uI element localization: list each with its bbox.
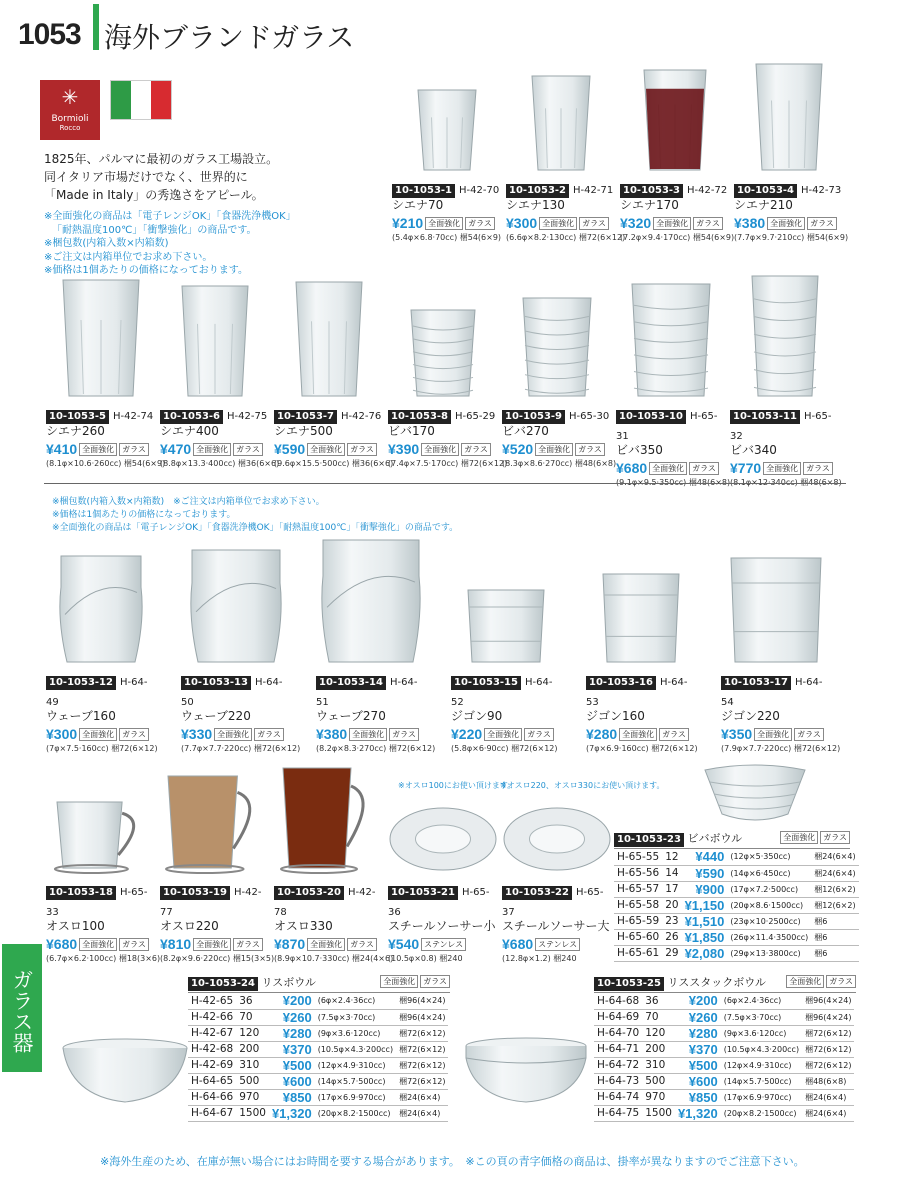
ris-bowl-table xyxy=(188,993,448,1122)
product-code: 10-1053-16 xyxy=(586,676,656,690)
viva-bowl-image xyxy=(700,762,810,826)
product-name: オスロ100 xyxy=(46,919,105,933)
table-row: H-64-75 1500 ¥1,320 (20φ×8.2·1500cc) 梱24(6×4) xyxy=(594,1105,854,1121)
ris-stack-bowl-image xyxy=(462,1036,590,1106)
product-price: ¥220 xyxy=(451,726,483,742)
table-row: H-65-61 29 ¥2,080 (29φ×13·3800cc) 梱6 xyxy=(614,945,859,961)
product-code: 10-1053-6 xyxy=(160,410,223,424)
table-row: H-65-55 12 ¥440 (12φ×5·350cc) 梱24(6×4) xyxy=(614,849,859,865)
product-code: 10-1053-7 xyxy=(274,410,337,424)
ris-bowl-image xyxy=(60,1036,190,1108)
product-ref: H-64-50 xyxy=(181,677,283,708)
product-name: ビバ270 xyxy=(502,424,549,438)
product-card: 10-1053-19 H-42-77 オスロ220 ¥810 全面強化 ガラス (8.2φ×9.6·220cc) 梱15(3×5) xyxy=(160,887,275,963)
product-spec: (7.7φ×7.7·220cc) 梱72(6×12) xyxy=(181,744,301,753)
product-spec: (6.7φ×6.2·100cc) 梱18(3×6) xyxy=(46,954,161,963)
product-price: ¥680 xyxy=(502,936,534,952)
product-image xyxy=(61,278,141,402)
ris-stack-bowl-block: 10-1053-25 リススタックボウル 全面強化 ガラス H-64-68 36 ¥200 (6φ×2.4·36cc) 梱96(4×24) H-64-69 70 ¥260 (7.5φ×3·70cc) 梱96(4×24) H-64-70 120 ¥280 (9φ×3.6·120cc) 梱72(6×12) H-64-71 200 ¥370 (10.5φ×4.3·200cc) 梱72(6×12) H-64-72 310 ¥500 (12φ×4.9·310cc) 梱72(6×12) H-64-73 500 ¥600 (14φ×5.7·500cc) 梱48(6×8) H-64-74 970 ¥850 (17φ×6.9·970cc) 梱24(6×4) H-64-75 1500 ¥1,320 (20φ×8.2·1500cc) 梱24(6×4) xyxy=(594,974,856,1122)
product-card: 10-1053-18 H-65-33 オスロ100 ¥680 全面強化 ガラス (6.7φ×6.2·100cc) 梱18(3×6) xyxy=(46,887,161,963)
product-card: 10-1053-7 H-42-76 シエナ500 ¥590 全面強化 ガラス (9.6φ×15.5·500cc) 梱36(6×6) xyxy=(274,411,394,468)
product-code: 10-1053-17 xyxy=(721,676,791,690)
product-name: リスボウル xyxy=(261,976,316,989)
product-card: 10-1053-5 H-42-74 シエナ260 ¥410 全面強化 ガラス (8.1φ×10.6·260cc) 梱54(6×9) xyxy=(46,411,166,468)
product-code: 10-1053-3 xyxy=(620,184,683,198)
product-spec: (12.8φ×1.2) 梱240 xyxy=(502,954,577,963)
product-spec: (8.2φ×9.6·220cc) 梱15(3×5) xyxy=(160,954,275,963)
table-row: H-64-72 310 ¥500 (12φ×4.9·310cc) 梱72(6×12) xyxy=(594,1057,854,1073)
product-code: 10-1053-19 xyxy=(160,886,230,900)
product-card: 10-1053-21 H-65-36 スチールソーサー小 ¥540 ステンレス (10.5φ×0.8) 梱240 xyxy=(388,880,498,964)
section-divider xyxy=(44,483,846,484)
product-name: シエナ70 xyxy=(392,198,444,212)
product-name: スチールソーサー小 xyxy=(388,919,496,933)
product-code: 10-1053-13 xyxy=(181,676,251,690)
product-name: ジゴン160 xyxy=(586,709,645,723)
product-card: 10-1053-8 H-65-29 ビバ170 ¥390 全面強化 ガラス (7.4φ×7.5·170cc) 梱72(6×12) xyxy=(388,411,508,468)
product-image xyxy=(750,274,820,402)
product-image xyxy=(466,588,546,668)
category-side-label: ガラス器 xyxy=(2,944,42,1072)
product-image xyxy=(754,62,824,176)
product-price: ¥870 xyxy=(274,936,306,952)
product-image xyxy=(416,88,478,176)
product-price: ¥380 xyxy=(316,726,348,742)
product-name: スチールソーサー大 xyxy=(502,919,610,933)
viva-bowl-block: 10-1053-23 ビバボウル 全面強化 ガラス H-65-55 12 ¥440 (12φ×5·350cc) 梱24(6×4) H-65-56 14 ¥590 (14φ×6·450cc) 梱24(6×4) H-65-57 17 ¥900 (17φ×7.2·500cc) 梱12(6×2) H-65-58 20 ¥1,150 (20φ×8.6·1500cc) 梱12(6×2) H-65-59 23 ¥1,510 (23φ×10·2500cc) 梱6 H-65-60 26 ¥1,850 (26φ×11.4·3500cc) 梱6 H-65-61 29 ¥2,080 (29φ×13·3800cc) 梱6 xyxy=(614,830,850,962)
product-price: ¥540 xyxy=(388,936,420,952)
product-card: 10-1053-12 H-64-49 ウェーブ160 ¥300 全面強化 ガラス (7φ×7.5·160cc) 梱72(6×12) xyxy=(46,677,158,753)
table-row: H-65-60 26 ¥1,850 (26φ×11.4·3500cc) 梱6 xyxy=(614,929,859,945)
product-spec: (9.6φ×15.5·500cc) 梱36(6×6) xyxy=(274,459,394,468)
saucer-note-large: ※オスロ220、オスロ330にお使い頂けます。 xyxy=(500,781,665,790)
notes-top: ※全面強化の商品は「電子レンジOK」「食器洗浄機OK」 「耐熱温度100℃」「衝撃強化」の商品です。 ※梱包数(内箱入数×内箱数) ※ご注文は内箱単位でお求め下さい。 ※価格は1個あたりの価格になっております。 xyxy=(44,211,296,276)
product-ref: H-65-31 xyxy=(616,411,718,442)
product-name: オスロ330 xyxy=(274,919,333,933)
table-row: H-42-69 310 ¥500 (12φ×4.9·310cc) 梱72(6×12) xyxy=(188,1057,448,1073)
product-card: 10-1053-9 H-65-30 ビバ270 ¥520 全面強化 ガラス (8.3φ×8.6·270cc) 梱48(6×8) xyxy=(502,411,617,468)
product-ref: H-42-75 xyxy=(227,411,268,422)
table-row: H-65-57 17 ¥900 (17φ×7.2·500cc) 梱12(6×2) xyxy=(614,881,859,897)
product-code: 10-1053-5 xyxy=(46,410,109,424)
product-code: 10-1053-20 xyxy=(274,886,344,900)
italy-flag-icon xyxy=(110,80,172,120)
product-code: 10-1053-4 xyxy=(734,184,797,198)
product-image xyxy=(180,284,250,402)
product-name: ウェーブ220 xyxy=(181,709,251,723)
product-ref: H-64-53 xyxy=(586,677,688,708)
table-row: H-65-56 14 ¥590 (14φ×6·450cc) 梱24(6×4) xyxy=(614,865,859,881)
product-spec: (7φ×7.5·160cc) 梱72(6×12) xyxy=(46,744,158,753)
product-card: 10-1053-2 H-42-71 シエナ130 ¥300 全面強化 ガラス (6.6φ×8.2·130cc) 梱72(6×12) xyxy=(506,185,626,242)
product-image xyxy=(164,772,266,878)
table-row: H-64-66 970 ¥850 (17φ×6.9·970cc) 梱24(6×4) xyxy=(188,1089,448,1105)
product-code: 10-1053-8 xyxy=(388,410,451,424)
product-code: 10-1053-9 xyxy=(502,410,565,424)
product-code: 10-1053-18 xyxy=(46,886,116,900)
product-name: リススタックボウル xyxy=(667,976,766,989)
product-ref: H-65-32 xyxy=(730,411,832,442)
product-ref: H-64-49 xyxy=(46,677,148,708)
product-code: 10-1053-23 xyxy=(614,833,684,847)
product-price: ¥380 xyxy=(734,215,766,231)
product-ref: H-42-76 xyxy=(341,411,382,422)
product-spec: (7.2φ×9.4·170cc) 梱54(6×9) xyxy=(620,233,735,242)
product-price: ¥470 xyxy=(160,441,192,457)
product-name: シエナ400 xyxy=(160,424,219,438)
product-spec: (10.5φ×0.8) 梱240 xyxy=(388,954,463,963)
product-price: ¥300 xyxy=(506,215,538,231)
product-price: ¥350 xyxy=(721,726,753,742)
product-card: 10-1053-3 H-42-72 シエナ170 ¥320 全面強化 ガラス (7.2φ×9.4·170cc) 梱54(6×9) xyxy=(620,185,735,242)
product-card: 10-1053-11 H-65-32 ビバ340 ¥770 全面強化 ガラス xyxy=(730,404,840,488)
product-price: ¥770 xyxy=(730,460,762,476)
product-code: 10-1053-2 xyxy=(506,184,569,198)
product-name: シエナ210 xyxy=(734,198,793,212)
product-image xyxy=(294,280,364,402)
page-number: 1053 xyxy=(18,18,81,51)
product-image xyxy=(409,308,477,402)
viva-bowl-table xyxy=(614,849,859,962)
product-ref: H-42-72 xyxy=(687,185,728,196)
product-code: 10-1053-15 xyxy=(451,676,521,690)
product-ref: H-42-78 xyxy=(274,887,376,918)
product-code: 10-1053-24 xyxy=(188,977,258,991)
product-image xyxy=(521,296,593,402)
star-icon: ✳ xyxy=(61,85,79,109)
product-price: ¥390 xyxy=(388,441,420,457)
product-spec: (8.9φ×10.7·330cc) 梱24(4×6) xyxy=(274,954,394,963)
product-price: ¥210 xyxy=(392,215,424,231)
ris-bowl-block: 10-1053-24 リスボウル 全面強化 ガラス H-42-65 36 ¥200 (6φ×2.4·36cc) 梱96(4×24) H-42-66 70 ¥260 (7.5φ×3·70cc) 梱96(4×24) H-42-67 120 ¥280 (9φ×3.6·120cc) 梱72(6×12) H-42-68 200 ¥370 (10.5φ×4.3·200cc) 梱72(6×12) H-42-69 310 ¥500 (12φ×4.9·310cc) 梱72(6×12) H-64-65 500 ¥600 (14φ×5.7·500cc) 梱72(6×12) H-64-66 970 ¥850 (17φ×6.9·970cc) 梱24(6×4) H-64-67 1500 ¥1,320 (20φ×8.2·1500cc) 梱24(6×4) xyxy=(188,974,450,1122)
product-name: シエナ130 xyxy=(506,198,565,212)
product-card: 10-1053-6 H-42-75 シエナ400 ¥470 全面強化 ガラス (8.8φ×13.3·400cc) 梱36(6×6) xyxy=(160,411,280,468)
product-spec: (6.6φ×8.2·130cc) 梱72(6×12) xyxy=(506,233,626,242)
product-price: ¥590 xyxy=(274,441,306,457)
table-row: H-64-69 70 ¥260 (7.5φ×3·70cc) 梱96(4×24) xyxy=(594,1009,854,1025)
notes-mid: ※梱包数(内箱入数×内箱数) ※ご注文は内箱単位でお求め下さい。 ※価格は1個あたりの価格になっております。 ※全面強化の商品は「電子レンジOK」「食器洗浄機OK」「耐熱温度100℃」「衝撃強化」の商品です。 xyxy=(52,497,459,533)
product-ref: H-65-37 xyxy=(502,887,604,918)
table-row: H-42-65 36 ¥200 (6φ×2.4·36cc) 梱96(4×24) xyxy=(188,993,448,1009)
table-row: H-64-68 36 ¥200 (6φ×2.4·36cc) 梱96(4×24) xyxy=(594,993,854,1009)
product-spec: (8.1φ×10.6·260cc) 梱54(6×9) xyxy=(46,459,166,468)
product-ref: H-42-77 xyxy=(160,887,262,918)
product-card: 10-1053-17 H-64-54 ジゴン220 ¥350 全面強化 ガラス (7.9φ×7.7·220cc) 梱72(6×12) xyxy=(721,677,841,753)
table-row: H-64-67 1500 ¥1,320 (20φ×8.2·1500cc) 梱24(6×4) xyxy=(188,1105,448,1121)
product-image xyxy=(642,68,708,176)
product-card: 10-1053-15 H-64-52 ジゴン90 ¥220 全面強化 ガラス (5.8φ×6·90cc) 梱72(6×12) xyxy=(451,670,561,754)
product-image xyxy=(530,74,592,176)
product-spec: (8.2φ×8.3·270cc) 梱72(6×12) xyxy=(316,744,436,753)
table-row: H-64-65 500 ¥600 (14φ×5.7·500cc) 梱72(6×12) xyxy=(188,1073,448,1089)
product-card: 10-1053-10 H-65-31 ビバ350 ¥680 全面強化 ガラス xyxy=(616,404,726,488)
product-code: 10-1053-10 xyxy=(616,410,686,424)
header-accent-bar xyxy=(93,4,99,50)
product-ref: H-64-51 xyxy=(316,677,418,708)
table-row: H-64-74 970 ¥850 (17φ×6.9·970cc) 梱24(6×4) xyxy=(594,1089,854,1105)
product-card: 10-1053-1 H-42-70 シエナ70 ¥210 全面強化 ガラス (5.4φ×6.8·70cc) 梱54(6×9) xyxy=(392,185,502,242)
product-ref: H-64-52 xyxy=(451,677,553,708)
product-image xyxy=(188,548,284,668)
product-image xyxy=(388,804,498,878)
product-code: 10-1053-21 xyxy=(388,886,458,900)
product-spec: (5.8φ×6·90cc) 梱72(6×12) xyxy=(451,744,558,753)
product-spec: (7.4φ×7.5·170cc) 梱72(6×12) xyxy=(388,459,508,468)
product-spec: (7.7φ×9.7·210cc) 梱54(6×9) xyxy=(734,233,849,242)
product-card: 10-1053-14 H-64-51 ウェーブ270 ¥380 全面強化 ガラス (8.2φ×8.3·270cc) 梱72(6×12) xyxy=(316,677,436,753)
product-price: ¥280 xyxy=(586,726,618,742)
product-ref: H-42-71 xyxy=(573,185,614,196)
product-name: ビバボウル xyxy=(687,832,743,845)
product-ref: H-42-74 xyxy=(113,411,154,422)
table-row: H-64-73 500 ¥600 (14φ×5.7·500cc) 梱48(6×8) xyxy=(594,1073,854,1089)
product-code: 10-1053-14 xyxy=(316,676,386,690)
product-code: 10-1053-25 xyxy=(594,977,664,991)
product-spec: (5.4φ×6.8·70cc) 梱54(6×9) xyxy=(392,233,502,242)
product-name: ジゴン90 xyxy=(451,709,503,723)
product-ref: H-65-36 xyxy=(388,887,490,918)
product-image xyxy=(601,572,681,668)
product-name: シエナ170 xyxy=(620,198,679,212)
product-code: 10-1053-22 xyxy=(502,886,572,900)
product-image xyxy=(502,804,612,878)
product-name: ウェーブ160 xyxy=(46,709,116,723)
brand-logo: ✳ Bormioli Rocco xyxy=(40,80,100,140)
product-card: 10-1053-13 H-64-50 ウェーブ220 ¥330 全面強化 ガラス (7.7φ×7.7·220cc) 梱72(6×12) xyxy=(181,677,301,753)
product-name: オスロ220 xyxy=(160,919,219,933)
product-name: ビバ340 xyxy=(730,443,777,457)
product-code: 10-1053-11 xyxy=(730,410,800,424)
table-row: H-64-70 120 ¥280 (9φ×3.6·120cc) 梱72(6×12) xyxy=(594,1025,854,1041)
product-card: 10-1053-22 H-65-37 スチールソーサー大 ¥680 ステンレス (12.8φ×1.2) 梱240 xyxy=(502,880,612,964)
product-spec: (7.9φ×7.7·220cc) 梱72(6×12) xyxy=(721,744,841,753)
table-row: H-42-68 200 ¥370 (10.5φ×4.3·200cc) 梱72(6×12) xyxy=(188,1041,448,1057)
product-image xyxy=(57,554,145,668)
product-price: ¥330 xyxy=(181,726,213,742)
product-card: 10-1053-4 H-42-73 シエナ210 ¥380 全面強化 ガラス (7.7φ×9.7·210cc) 梱54(6×9) xyxy=(734,185,849,242)
product-code: 10-1053-12 xyxy=(46,676,116,690)
table-row: H-64-71 200 ¥370 (10.5φ×4.3·200cc) 梱72(6×12) xyxy=(594,1041,854,1057)
product-ref: H-42-70 xyxy=(459,185,500,196)
footer-note: ※海外生産のため、在庫が無い場合にはお時間を要する場合があります。 ※この頁の青字価格の商品は、掛率が異なりますのでご注意下さい。 xyxy=(100,1155,805,1168)
product-image xyxy=(53,798,149,878)
product-ref: H-65-33 xyxy=(46,887,148,918)
product-ref: H-42-73 xyxy=(801,185,842,196)
product-image xyxy=(630,282,712,402)
product-name: シエナ260 xyxy=(46,424,105,438)
product-price: ¥810 xyxy=(160,936,192,952)
product-price: ¥520 xyxy=(502,441,534,457)
product-image xyxy=(729,556,823,668)
saucer-note-small: ※オスロ100にお使い頂けます。 xyxy=(398,781,516,790)
table-row: H-65-58 20 ¥1,150 (20φ×8.6·1500cc) 梱12(6×2) xyxy=(614,897,859,913)
product-price: ¥300 xyxy=(46,726,78,742)
product-spec: (8.3φ×8.6·270cc) 梱48(6×8) xyxy=(502,459,617,468)
product-name: ウェーブ270 xyxy=(316,709,386,723)
product-ref: H-64-54 xyxy=(721,677,823,708)
page-title: 海外ブランドガラス xyxy=(104,21,355,54)
product-code: 10-1053-1 xyxy=(392,184,455,198)
product-card: 10-1053-16 H-64-53 ジゴン160 ¥280 全面強化 ガラス (7φ×6.9·160cc) 梱72(6×12) xyxy=(586,677,698,753)
ris-stack-bowl-table xyxy=(594,993,854,1122)
product-name: ジゴン220 xyxy=(721,709,780,723)
product-spec: (8.8φ×13.3·400cc) 梱36(6×6) xyxy=(160,459,280,468)
product-card: 10-1053-20 H-42-78 オスロ330 ¥870 全面強化 ガラス (8.9φ×10.7·330cc) 梱24(4×6) xyxy=(274,887,394,963)
product-ref: H-65-29 xyxy=(455,411,496,422)
table-row: H-65-59 23 ¥1,510 (23φ×10·2500cc) 梱6 xyxy=(614,913,859,929)
product-image xyxy=(279,764,379,878)
product-name: シエナ500 xyxy=(274,424,333,438)
table-row: H-42-66 70 ¥260 (7.5φ×3·70cc) 梱96(4×24) xyxy=(188,1009,448,1025)
product-spec: (7φ×6.9·160cc) 梱72(6×12) xyxy=(586,744,698,753)
product-price: ¥680 xyxy=(616,460,648,476)
table-row: H-42-67 120 ¥280 (9φ×3.6·120cc) 梱72(6×12) xyxy=(188,1025,448,1041)
product-price: ¥680 xyxy=(46,936,78,952)
product-name: ビバ350 xyxy=(616,443,663,457)
product-price: ¥320 xyxy=(620,215,652,231)
product-image xyxy=(319,538,423,668)
product-name: ビバ170 xyxy=(388,424,435,438)
product-ref: H-65-30 xyxy=(569,411,610,422)
product-price: ¥410 xyxy=(46,441,78,457)
intro-text: 1825年、パルマに最初のガラス工場設立。 同イタリア市場だけでなく、世界的に 「Made in Italy」の秀逸さをアピール。 xyxy=(44,152,279,202)
